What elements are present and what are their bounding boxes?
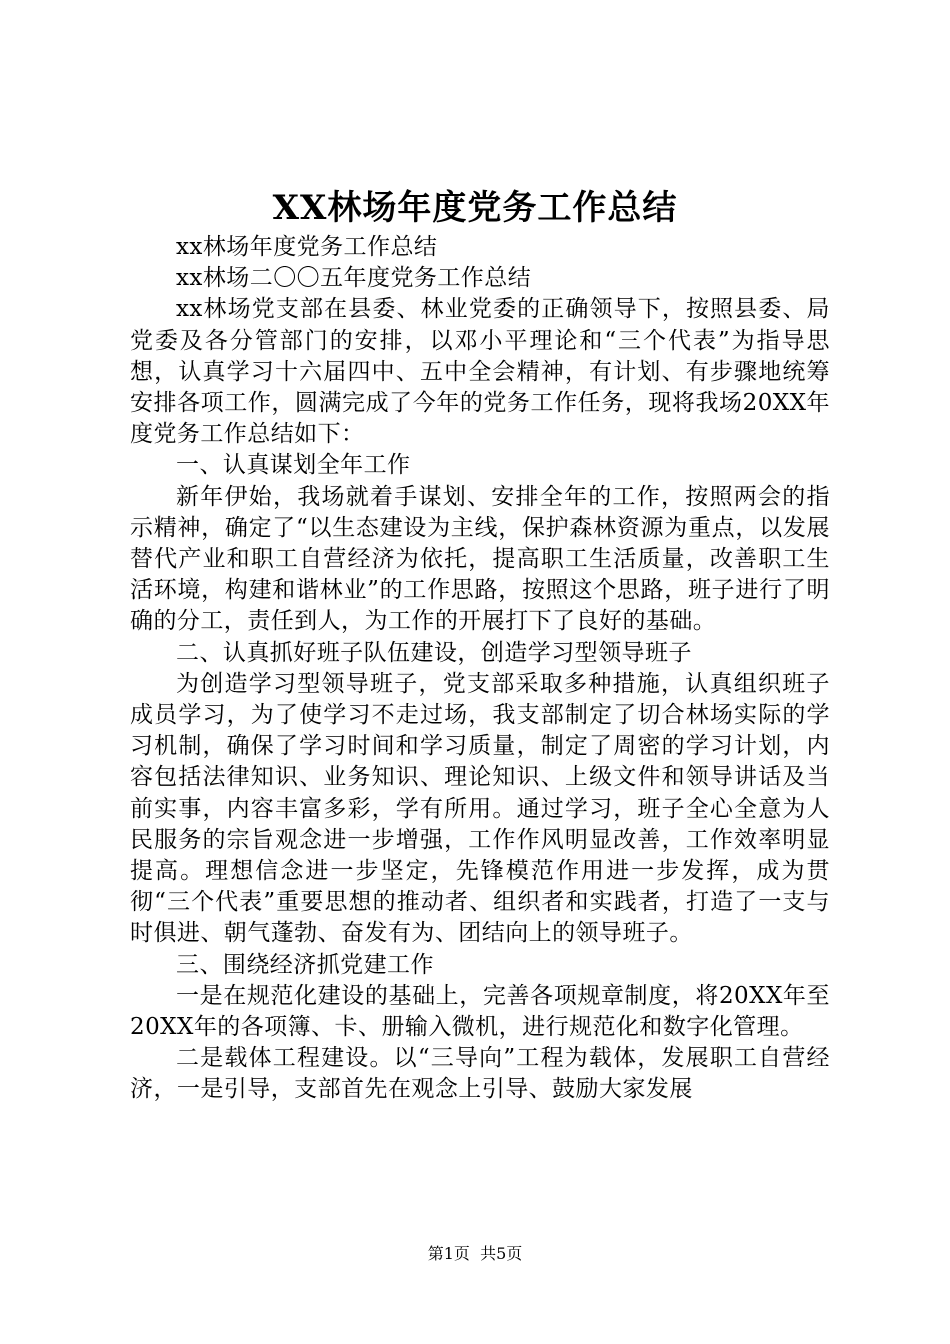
document-body xyxy=(130,232,830,1106)
paragraph: 为创造学习型领导班子，党支部采取多种措施，认真组织班子成员学习，为了使学习不走过场，我支部制定了切合林场实际的学习机制，确保了学习时间和学习质量，制定了周密的学习计划，内容包括法律知识、业务知识、理论知识、上级文件和领导讲话及当前实事，内容丰富多彩，学有所用。通过学习，班子全心全意为人民服务的宗旨观念进一步增强，工作作风明显改善，工作效率明显提高。理想信念进一步坚定，先锋模范作用进一步发挥，成为贯彻“三个代表”重要思想的推动者、组织者和实践者，打造了一支与时俱进、朝气蓬勃、奋发有为、团结向上的领导班子。 xyxy=(130,670,830,947)
page-footer: 第1页 共5页 xyxy=(427,1244,523,1263)
paragraph: xx林场党支部在县委、林业党委的正确领导下，按照县委、局党委及各分管部门的安排，以邓小平理论和“三个代表”为指导思想，认真学习十六届四中、五中全会精神，有计划、有步骤地统筹安排各项工作，圆满完成了今年的党务工作任务，现将我场20XX年度党务工作总结如下： xyxy=(130,296,830,448)
paragraph: 一是在规范化建设的基础上，完善各项规章制度，将20XX年至20XX年的各项簿、卡、册输入微机，进行规范化和数字化管理。 xyxy=(130,982,830,1041)
paragraph: xx林场年度党务工作总结 xyxy=(176,234,438,260)
section-heading: 三、围绕经济抓党建工作 xyxy=(176,951,434,978)
paragraph: 二是载体工程建设。以“三导向”工程为载体，发展职工自营经济，一是引导，支部首先在观念上引导、鼓励大家发展 xyxy=(130,1045,830,1103)
section-heading: 一、认真谋划全年工作 xyxy=(176,452,411,479)
section-heading: 二、认真抓好班子队伍建设，创造学习型领导班子 xyxy=(176,639,692,666)
document-title: XX林场年度党务工作总结 xyxy=(272,188,678,228)
paragraph: xx林场二〇〇五年度党务工作总结 xyxy=(176,265,532,292)
paragraph: 新年伊始，我场就着手谋划、安排全年的工作，按照两会的指示精神，确定了“以生态建设为主线，保护森林资源为重点，以发展替代产业和职工自营经济为依托，提高职工生活质量，改善职工生活环境，构建和谐林业”的工作思路，按照这个思路，班子进行了明确的分工，责任到人，为工作的开展打下了良好的基础。 xyxy=(130,483,830,635)
